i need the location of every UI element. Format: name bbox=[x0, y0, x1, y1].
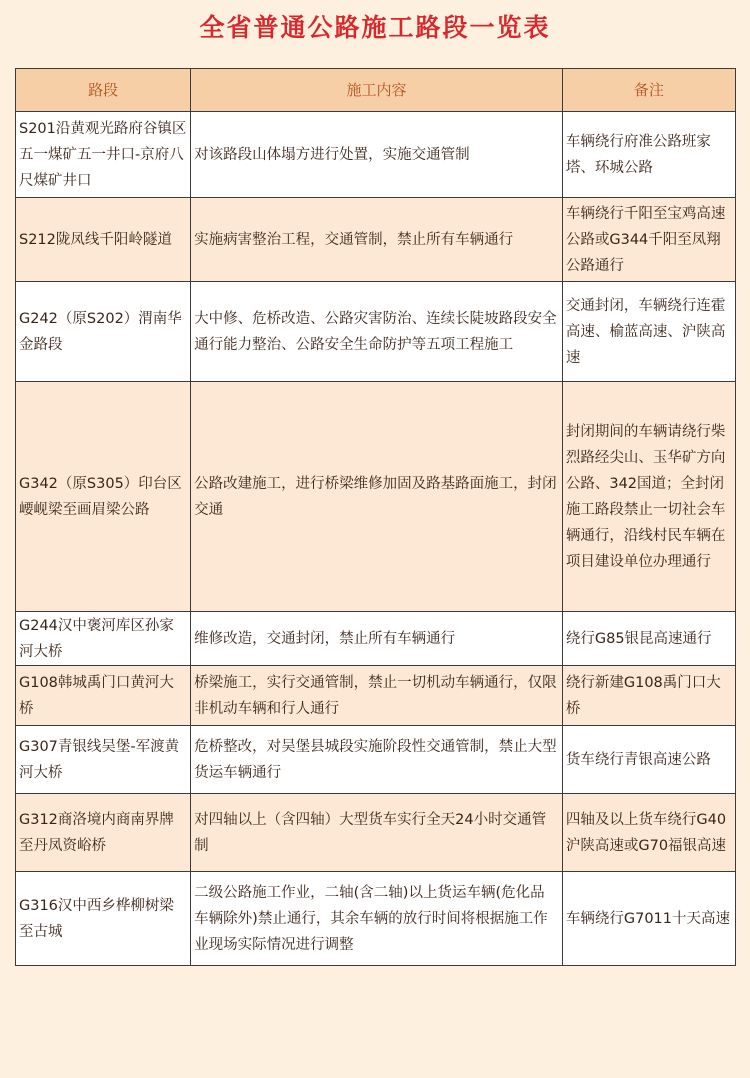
cell-note: 绕行新建G108禹门口大桥 bbox=[562, 666, 735, 726]
cell-content: 公路改建施工，进行桥梁维修加固及路基路面施工，封闭交通 bbox=[191, 382, 563, 612]
table-row bbox=[16, 382, 736, 612]
cell-section: S212陇凤线千阳岭隧道 bbox=[16, 198, 191, 282]
cell-content: 实施病害整治工程，交通管制，禁止所有车辆通行 bbox=[191, 198, 563, 282]
cell-note: 车辆绕行府准公路班家塔、环城公路 bbox=[562, 112, 735, 198]
table-row bbox=[16, 612, 736, 666]
table-row bbox=[16, 282, 736, 382]
table-row bbox=[16, 726, 736, 794]
table-row bbox=[16, 794, 736, 872]
table-row bbox=[16, 198, 736, 282]
header-content: 施工内容 bbox=[191, 69, 563, 112]
header-section: 路段 bbox=[16, 69, 191, 112]
cell-note: 四轴及以上货车绕行G40沪陕高速或G70福银高速 bbox=[562, 794, 735, 872]
cell-content: 二级公路施工作业，二轴(含二轴)以上货运车辆(危化品车辆除外)禁止通行，其余车辆的放行时间将根据施工作业现场实际情况进行调整 bbox=[191, 872, 563, 966]
table-header-row bbox=[16, 69, 736, 112]
cell-section: G312商洛境内商南界牌至丹凤资峪桥 bbox=[16, 794, 191, 872]
cell-content: 对四轴以上（含四轴）大型货车实行全天24小时交通管制 bbox=[191, 794, 563, 872]
cell-note: 货车绕行青银高速公路 bbox=[562, 726, 735, 794]
cell-content: 危桥整改，对吴堡县城段实施阶段性交通管制，禁止大型货运车辆通行 bbox=[191, 726, 563, 794]
cell-section: G244汉中褒河库区孙家河大桥 bbox=[16, 612, 191, 666]
header-note: 备注 bbox=[562, 69, 735, 112]
page-title: 全省普通公路施工路段一览表 bbox=[199, 13, 551, 42]
cell-section: G316汉中西乡桦柳树梁至古城 bbox=[16, 872, 191, 966]
cell-section: G307青银线吴堡-军渡黄河大桥 bbox=[16, 726, 191, 794]
table-row bbox=[16, 872, 736, 966]
cell-content: 维修改造，交通封闭，禁止所有车辆通行 bbox=[191, 612, 563, 666]
cell-content: 大中修、危桥改造、公路灾害防治、连续长陡坡路段安全通行能力整治、公路安全生命防护等五项工程施工 bbox=[191, 282, 563, 382]
cell-section: G108韩城禹门口黄河大桥 bbox=[16, 666, 191, 726]
cell-note: 交通封闭，车辆绕行连霍高速、榆蓝高速、沪陕高速 bbox=[562, 282, 735, 382]
cell-content: 对该路段山体塌方进行处置，实施交通管制 bbox=[191, 112, 563, 198]
cell-note: 绕行G85银昆高速通行 bbox=[562, 612, 735, 666]
cell-section: S201沿黄观光路府谷镇区五一煤矿五一井口-京府八尺煤矿井口 bbox=[16, 112, 191, 198]
cell-note: 封闭期间的车辆请绕行柴烈路经尖山、玉华矿方向公路、342国道；全封闭施工路段禁止一切社会车辆通行，沿线村民车辆在项目建设单位办理通行 bbox=[562, 382, 735, 612]
cell-section: G342（原S305）印台区崾岘梁至画眉梁公路 bbox=[16, 382, 191, 612]
cell-section: G242（原S202）渭南华金路段 bbox=[16, 282, 191, 382]
construction-table bbox=[15, 68, 736, 966]
cell-note: 车辆绕行G7011十天高速 bbox=[562, 872, 735, 966]
table-row bbox=[16, 666, 736, 726]
cell-content: 桥梁施工，实行交通管制，禁止一切机动车辆通行，仅限非机动车辆和行人通行 bbox=[191, 666, 563, 726]
table-row bbox=[16, 112, 736, 198]
cell-note: 车辆绕行千阳至宝鸡高速公路或G344千阳至凤翔公路通行 bbox=[562, 198, 735, 282]
